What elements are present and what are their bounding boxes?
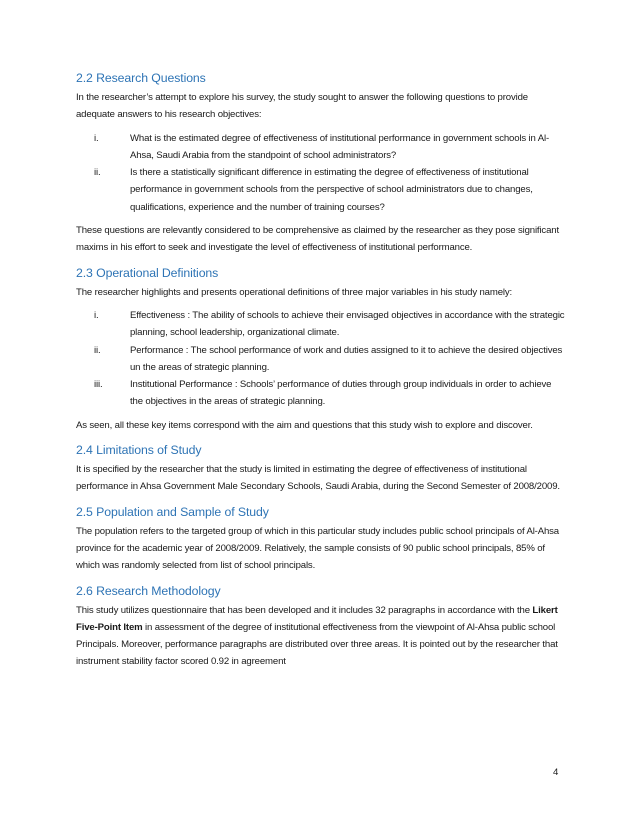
page-number: 4 [553, 767, 559, 778]
list-text: Is there a statistically significant difference in estimating the degree of effectiveness of institutional performance in government schools from the perspective of school administrators due to changes, qualifications, experience and the number of training courses? [130, 167, 533, 213]
section-operational-definitions [76, 265, 566, 434]
list-text: Effectiveness : The ability of schools to achieve their envisaged objectives in accordance with the strategic planning, school leadership, organizational climate. [130, 309, 565, 339]
paragraph: The researcher highlights and presents operational definitions of three major variables in his study namely: [76, 286, 513, 298]
document-page [76, 70, 566, 671]
list-text: Institutional Performance : Schools’ performance of duties through group individuals in order to achieve the objectives in the areas of strategic planning. [130, 379, 552, 408]
numbered-list [76, 130, 566, 216]
paragraph: The population refers to the targeted group of which in this particular study includes public school principals of Al-Ahsa province for the academic year of 2008/2009. Relatively, the sample consists of 90 public school principals, 85% of which was randomly selected from list of school principals. [76, 525, 559, 572]
list-item [76, 342, 566, 377]
paragraph: In the researcher’s attempt to explore his survey, the study sought to answer the following questions to provide adequate answers to his research objectives: [76, 92, 528, 121]
section-population-sample [76, 504, 566, 575]
paragraph: As seen, all these key items correspond with the aim and questions that this study wish to explore and discover. [76, 419, 533, 431]
paragraph-text: in assessment of the degree of institutional effectiveness from the viewpoint of Al-Ahsa public school Principals. Moreover, performance paragraphs are distributed over three areas. It is pointed out by the researcher that instrument stability factor scored 0.92 in agreement [76, 621, 558, 668]
list-number: iii. [94, 379, 103, 391]
numbered-list [76, 307, 566, 411]
list-item [76, 376, 566, 411]
list-number: ii. [94, 167, 101, 179]
paragraph [76, 602, 566, 671]
list-number: ii. [94, 344, 101, 356]
list-text: Performance : The school performance of work and duties assigned to it to achieve the desired objectives un the areas of strategic planning. [130, 344, 563, 373]
list-item [76, 164, 566, 216]
paragraph: These questions are relevantly considered to be comprehensive as claimed by the researcher as they pose significant maxims in his effort to seek and investigate the level of effectiveness of institutional performance. [76, 225, 559, 254]
bold-term: Likert Five-Point Item [76, 604, 558, 633]
list-item [76, 130, 566, 165]
list-number: i. [94, 309, 99, 321]
section-research-methodology [76, 583, 566, 671]
list-text: What is the estimated degree of effectiveness of institutional performance in government schools in Al-Ahsa, Saudi Arabia from the standpoint of school administrators? [130, 132, 549, 161]
section-heading: 2.6 Research Methodology [76, 583, 221, 598]
section-heading: 2.5 Population and Sample of Study [76, 504, 269, 519]
list-item [76, 307, 566, 342]
section-heading: 2.4 Limitations of Study [76, 443, 202, 458]
section-heading: 2.3 Operational Definitions [76, 265, 219, 280]
paragraph: It is specified by the researcher that the study is limited in estimating the degree of effectiveness of institutional performance in Ahsa Government Male Secondary Schools, Saudi Arabia, during the Second Semester of 2008/2009. [76, 464, 560, 493]
paragraph-text: This study utilizes questionnaire that has been developed and it includes 32 paragraphs in accordance with the [76, 604, 533, 616]
section-heading: 2.2 Research Questions [76, 71, 206, 85]
section-limitations [76, 442, 566, 496]
list-number: i. [94, 132, 99, 144]
section-research-questions [76, 70, 566, 257]
